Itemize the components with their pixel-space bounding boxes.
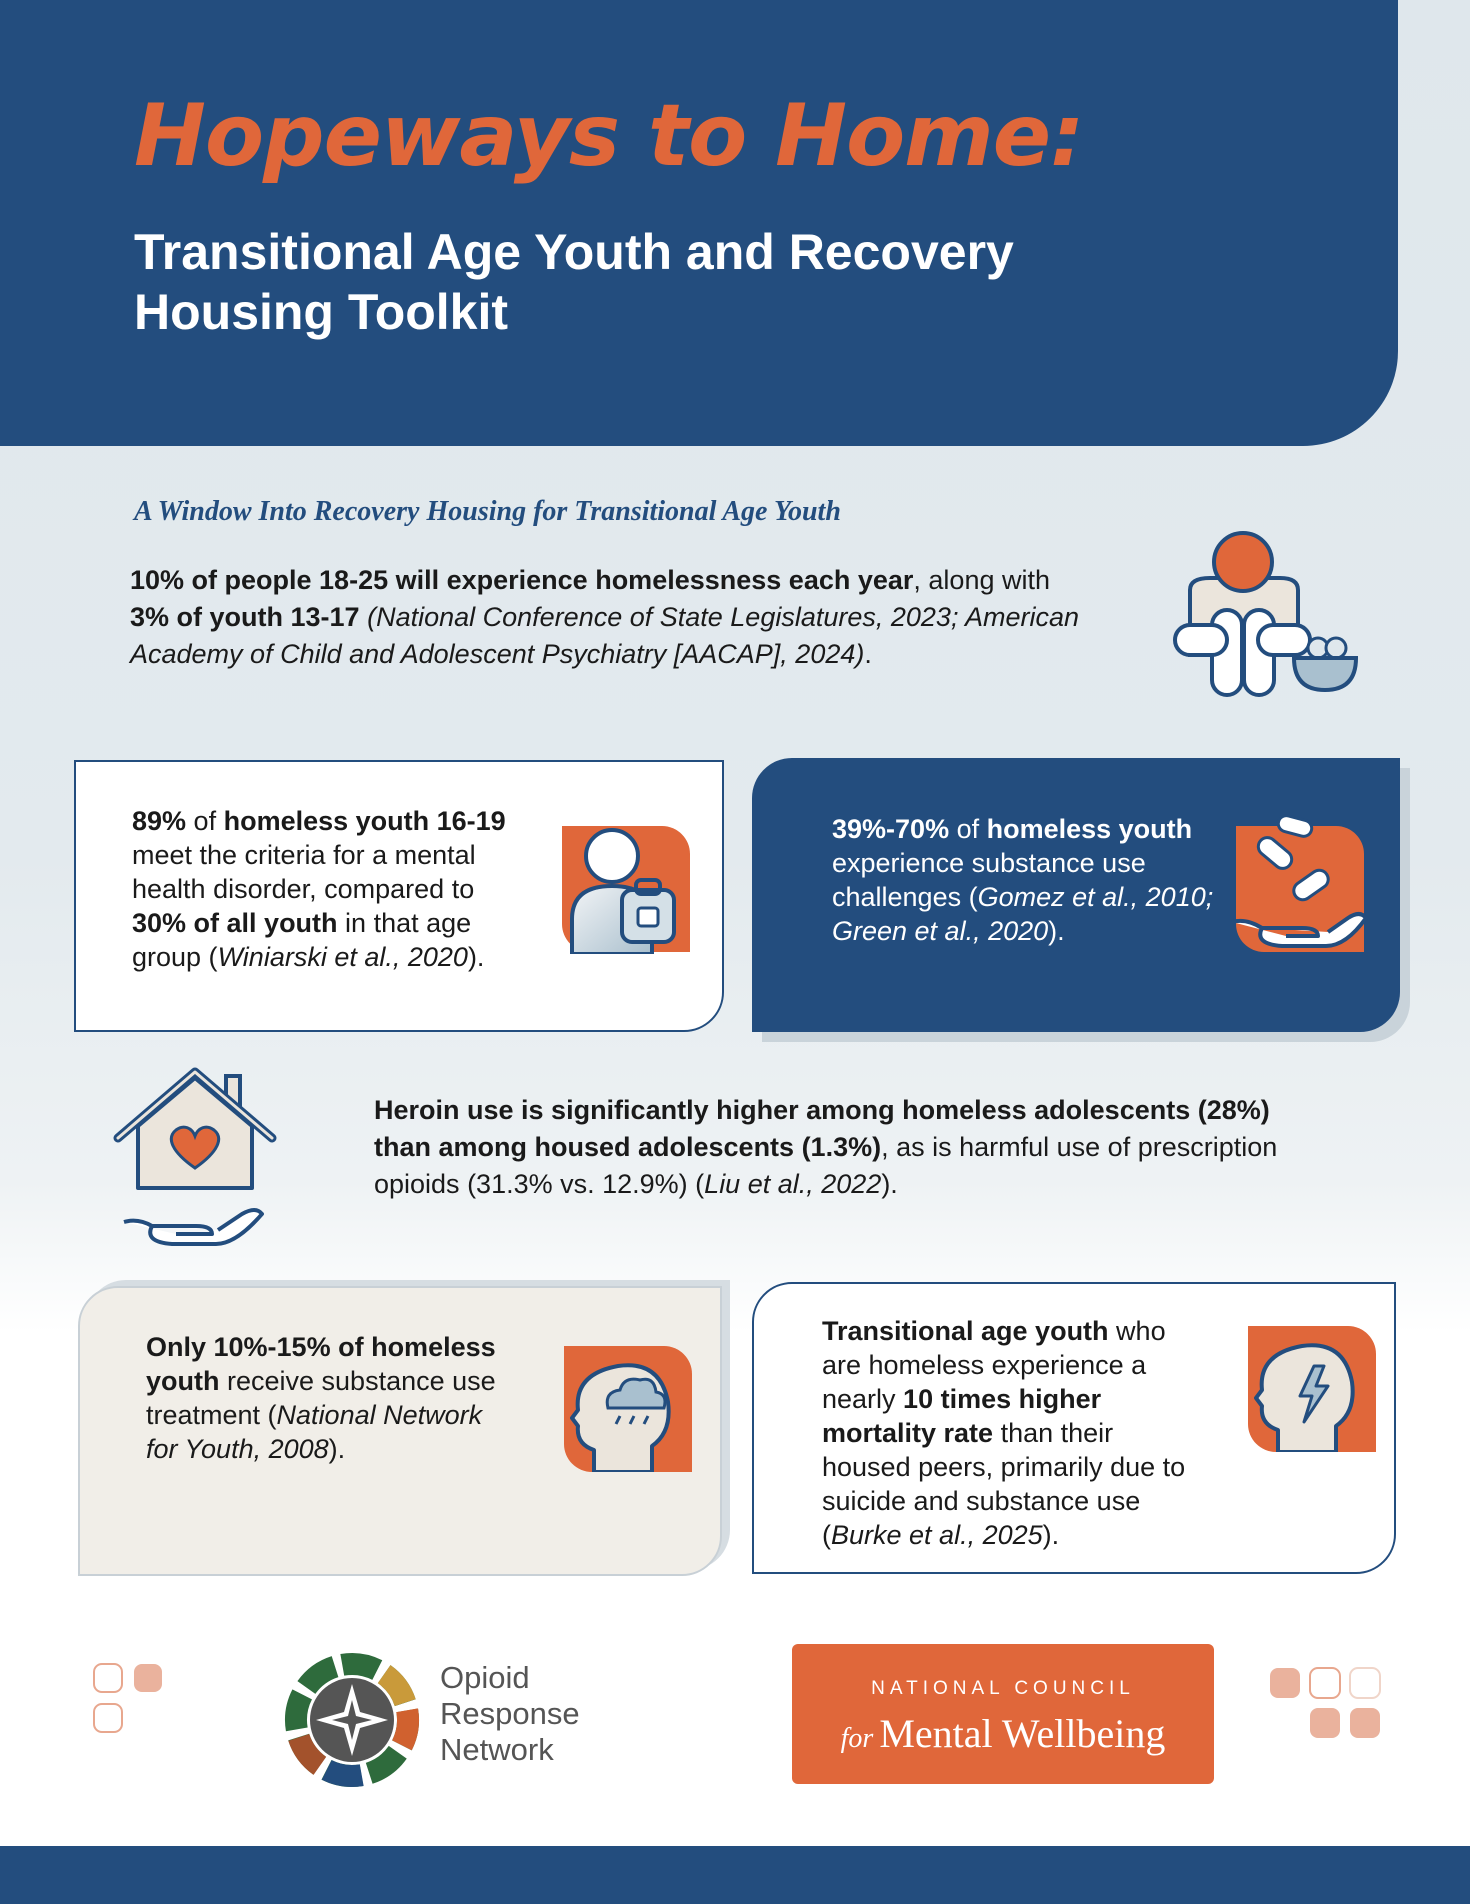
- card-mortality: [752, 1282, 1396, 1574]
- text: in that age group (: [132, 908, 472, 972]
- header-banner: [0, 0, 1398, 446]
- house-heart-hand-icon: [112, 1064, 282, 1246]
- text: of: [949, 814, 987, 844]
- compass-star-icon: [280, 1648, 424, 1792]
- orn-logo-text: [440, 1660, 580, 1768]
- text: , as is harmful use of prescription opioids (31.3% vs. 12.9%) (: [374, 1132, 1278, 1199]
- nc-for: for: [840, 1723, 874, 1754]
- page-title: Hopeways to Home:: [134, 86, 1084, 186]
- mortality-stat: 10 times higher mortality rate: [822, 1384, 1102, 1448]
- head-lightning-icon: [1248, 1326, 1376, 1452]
- stat-89: 89%: [132, 806, 187, 836]
- stat-homeless-youth: homeless youth 16-19: [223, 806, 506, 836]
- citation: National Network for Youth, 2008: [146, 1400, 483, 1464]
- text: than their housed peers, primarily due to suicide and substance use (: [822, 1418, 1186, 1550]
- text: meet the criteria for a mental health disorder, compared to: [132, 840, 476, 904]
- person-with-bowl-icon: [1170, 530, 1360, 700]
- text: experience substance use challenges (: [832, 848, 1146, 912]
- head-cloud-icon: [564, 1346, 692, 1472]
- orn-line-3: Network: [440, 1732, 554, 1767]
- card-treatment: [78, 1286, 722, 1576]
- national-council-logo: [792, 1644, 1214, 1784]
- nc-mental-wellbeing: Mental Wellbeing: [879, 1711, 1166, 1756]
- citation: Winiarski et al., 2020: [217, 942, 468, 972]
- text: ).: [1048, 916, 1065, 946]
- heroin-stat: Heroin use is significantly higher among homeless adolescents (28%) than among housed adolescents (1.3%): [374, 1095, 1270, 1162]
- card-mental-health-text: [132, 804, 522, 974]
- card-substance-use: [752, 758, 1400, 1032]
- decorative-squares-left: [90, 1660, 170, 1740]
- section-heading: A Window Into Recovery Housing for Transitional Age Youth: [134, 496, 841, 527]
- orn-line-1: Opioid: [440, 1660, 530, 1695]
- card-substance-text: [832, 812, 1232, 948]
- text: who are homeless experience a nearly: [822, 1316, 1166, 1414]
- card-treatment-text: [146, 1330, 516, 1466]
- text: ).: [467, 942, 485, 972]
- treatment-stat: Only 10%-15% of homeless youth: [146, 1332, 496, 1396]
- footer-bar: [0, 1846, 1470, 1904]
- intro-end: .: [864, 639, 872, 669]
- pills-hand-icon: [1226, 810, 1376, 960]
- text: ).: [1042, 1520, 1060, 1550]
- heroin-paragraph: [374, 1092, 1334, 1203]
- student-backpack-icon: [560, 824, 692, 954]
- text: of: [186, 806, 224, 836]
- intro-text-1: , along with: [913, 565, 1050, 595]
- intro-bold-1: 10% of people 18-25 will experience homelessness each year: [130, 565, 914, 595]
- orn-line-2: Response: [440, 1696, 580, 1731]
- text: ).: [328, 1434, 346, 1464]
- text: ).: [881, 1169, 898, 1199]
- page-subtitle: Transitional Age Youth and Recovery Housing Toolkit: [134, 224, 1014, 340]
- decorative-squares-right: [1266, 1664, 1396, 1744]
- nc-line-1: NATIONAL COUNCIL: [871, 1678, 1135, 1699]
- citation: Burke et al., 2025: [831, 1520, 1043, 1550]
- intro-paragraph: [130, 562, 1130, 673]
- intro-citation: (National Conference of State Legislatures, 2023; American Academy of Child and Adolescent Psychiatry [AACAP], 2024): [130, 602, 1079, 669]
- text: receive substance use treatment (: [146, 1366, 496, 1430]
- card-mortality-text: [822, 1314, 1202, 1552]
- stat-30: 30% of all youth: [132, 908, 338, 938]
- intro-bold-2: 3% of youth 13-17: [130, 602, 360, 632]
- stat-39-70: 39%-70%: [832, 814, 950, 844]
- citation: Gomez et al., 2010; Green et al., 2020: [832, 882, 1214, 946]
- card-mental-health: [74, 760, 724, 1032]
- citation: Liu et al., 2022: [704, 1169, 882, 1199]
- stat-homeless-youth: homeless youth: [986, 814, 1193, 844]
- mortality-subject: Transitional age youth: [822, 1316, 1109, 1346]
- nc-line-2: [792, 1710, 1214, 1757]
